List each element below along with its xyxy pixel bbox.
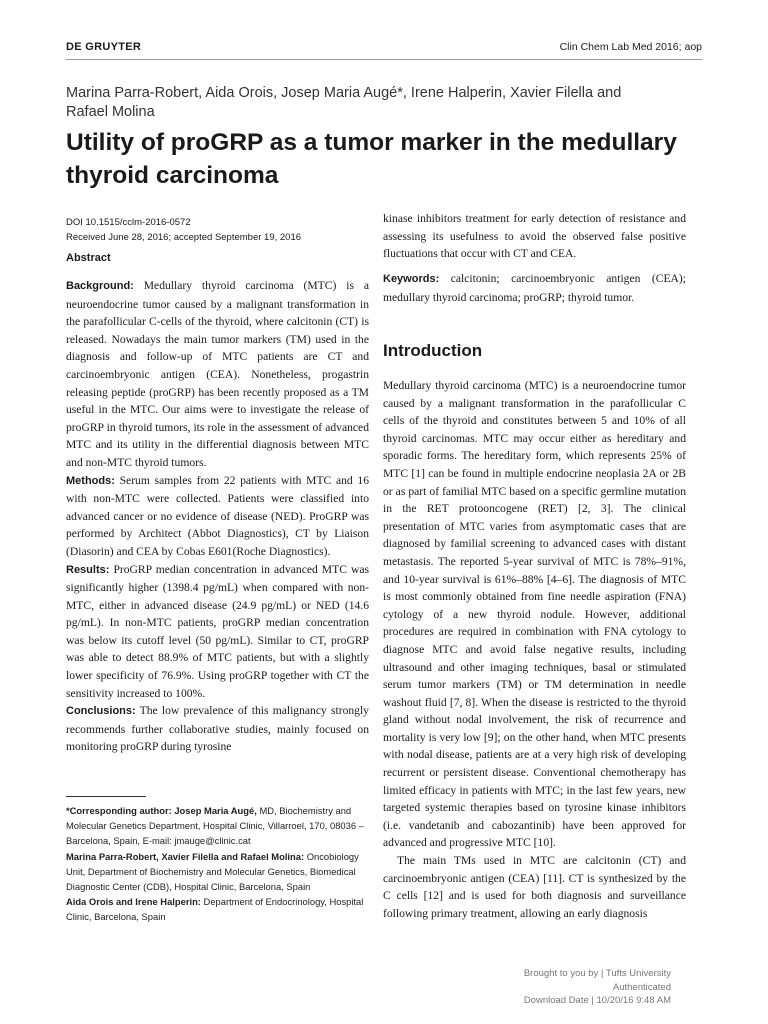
methods-label: Methods: <box>66 474 115 487</box>
introduction-heading: Introduction <box>383 341 483 360</box>
footnote-divider <box>66 796 146 797</box>
introduction-paragraph: The main TMs used in MTC are calcitonin (CT) and carcinoembryonic antigen (CEA) [11]. CT is synthesized by the C cells [12] and is used for both diagnosis and surveillance following primary treatment, allowing an early diagnosis <box>383 854 686 920</box>
conclusions-text: The low prevalence of this malignancy strongly recommends further collaborative studies, mainly focused on monitoring proGRP during tyrosine <box>66 704 369 754</box>
introduction-paragraph: Medullary thyroid carcinoma (MTC) is a neuroendocrine tumor caused by a malignant transformation in the parafollicular C cells of the thyroid and constitutes between 5 and 10% of all thyroid carcinomas. MTC may occur either as hereditary and sporadic forms. The hereditary form, which represents 25% of MTC [1] can be found in multiple endocrine neoplasia 2A or 2B or as part of familial MTC based on a specific germline mutation in the RET protooncogene (RET) [2, 3]. The clinical presentation of MTC varies from asymptomatic cases that are diagnosed by familial screening to advanced cases with distant metastasis. The reported 5-year survival of MTC is 78%–91%, and 10-year survival is 61%–88% [4–6]. The diagnosis of MTC is most commonly obtained from fine needle aspiration (FNA) cytology of a new thyroid nodule. However, additional procedures are required in combination with FNA cytology to diagnose MTC and avoid false negative results, including ultrasound and other imaging techniques, basal or stimulated serum tumor markers (TM) or TM determination in needle washout fluid [7, 8]. When the disease is restricted to the thyroid gland without nodal involvement, the risk of recurrence and mortality is very low [9]; on the other hand, when MTC presents with nodal disease, patients are at a very high risk of developing recurrent or persistent disease. Conventional chemotherapy has limited efficacy in patients with MTC; in the last few years, new targeted systemic therapies based on tyrosine kinase inhibitors (i.e. vandetanib and cabozantinib) have been approved for advanced and progressive MTC [10]. <box>383 379 686 850</box>
corresponding-author-note <box>66 803 366 849</box>
received-line: Received June 28, 2016; accepted September 19, 2016 <box>66 232 302 243</box>
corresponding-author-text: MD, Biochemistry and Molecular Genetics Department, Hospital Clinic, Villarroel, 170, 08036 – Barcelona, Spain, E-mail: jmauge@clinic.cat <box>66 805 364 847</box>
keywords <box>383 270 686 306</box>
background-text: Medullary thyroid carcinoma (MTC) is a neuroendocrine tumor caused by a malignant transformation in the parafollicular C-cells of the thyroid, where calcitonin (CT) is released. Nowadays the main tumor markers (TM) used in the diagnosis and follow-up of MTC patients are CT and carcinoembryonic antigen (CEA). Nonetheless, progastrin releasing peptide (proGRP) has been recently proposed as a TM useful in the MTC. Our aims were to investigate the release of proGRP in thyroid tumors, its role in the assessment of advanced MTC and its utility in the differential diagnosis between MTC and non-MTC thyroid tumors. <box>66 279 370 469</box>
affiliation-label: Aida Orois and Irene Halperin: <box>66 896 201 908</box>
conclusions-continued: kinase inhibitors treatment for early detection of resistance and assessing its usefulness to avoid the observed false positive fluctuations that occur with CT and CEA. <box>383 212 686 261</box>
abstract-conclusions <box>66 702 369 756</box>
article-title: Utility of proGRP as a tumor marker in the medullary thyroid carcinoma <box>66 129 677 189</box>
abstract-methods <box>66 472 369 561</box>
watermark-line: Download Date | 10/20/16 9:48 AM <box>523 995 671 1006</box>
keywords-label: Keywords: <box>383 273 440 285</box>
results-label: Results: <box>66 563 110 576</box>
article-meta <box>66 215 301 245</box>
affiliation-note <box>66 849 366 895</box>
author-list: Marina Parra-Robert, Aida Orois, Josep Maria Augé*, Irene Halperin, Xavier Filella and Rafael Molina <box>66 85 622 120</box>
introduction-body <box>383 377 686 922</box>
publisher-name: DE GRUYTER <box>66 41 142 53</box>
affiliation-note <box>66 894 366 924</box>
methods-text: Serum samples from 22 patients with MTC and 16 with non-MTC were collected. Patients were classified into advanced cancer or no evidence of disease (NED). ProGRP was performed by Architect (Abbot Diagnostics), CT by Liaison (Diasorin) and CEA by Cobas E601(Roche Diagnostics). <box>66 473 369 558</box>
abstract-body <box>66 277 369 756</box>
affiliation-label: Marina Parra-Robert, Xavier Filella and Rafael Molina: <box>66 850 305 862</box>
footnotes <box>66 803 366 925</box>
affiliation-text: Oncobiology Unit, Department of Biochemistry and Molecular Genetics, Biomedical Diagnostic Center (CDB), Hospital Clinic, Barcelona, Spain <box>66 850 359 893</box>
abstract-results <box>66 561 369 703</box>
conclusions-label: Conclusions: <box>66 705 136 718</box>
results-text: ProGRP median concentration in advanced MTC was significantly higher (1398.4 pg/mL) when compared with non-MTC, either in advanced disease (24.9 pg/mL) or NED (14.6 pg/mL). In non-MTC patients, proGRP median concentration was below its cutoff level (50 pg/mL). Similar to CT, proGRP was able to detect 88.9% of MTC patients, but with a slightly lower specificity of 76.9%. Using proGRP together with CT the sensitivity increased to 100%. <box>66 562 369 700</box>
watermark-line: Authenticated <box>612 981 671 993</box>
watermark-line: Brought to you by | Tufts University <box>523 968 671 979</box>
abstract-background <box>66 277 369 472</box>
background-label: Background: <box>66 280 134 292</box>
journal-reference: Clin Chem Lab Med 2016; aop <box>559 41 702 53</box>
corresponding-author-label: *Corresponding author: Josep Maria Augé, <box>66 805 257 816</box>
affiliation-text: Department of Endocrinology, Hospital Clinic, Barcelona, Spain <box>66 896 364 923</box>
download-watermark <box>524 967 671 1008</box>
abstract-continuation <box>383 210 686 263</box>
keywords-text: calcitonin; carcinoembryonic antigen (CEA); medullary thyroid carcinoma; proGRP; thyroid tumor. <box>383 272 686 304</box>
doi-line: DOI 10.1515/cclm-2016-0572 <box>66 217 191 228</box>
header-divider <box>66 59 702 60</box>
abstract-heading: Abstract <box>66 252 111 264</box>
